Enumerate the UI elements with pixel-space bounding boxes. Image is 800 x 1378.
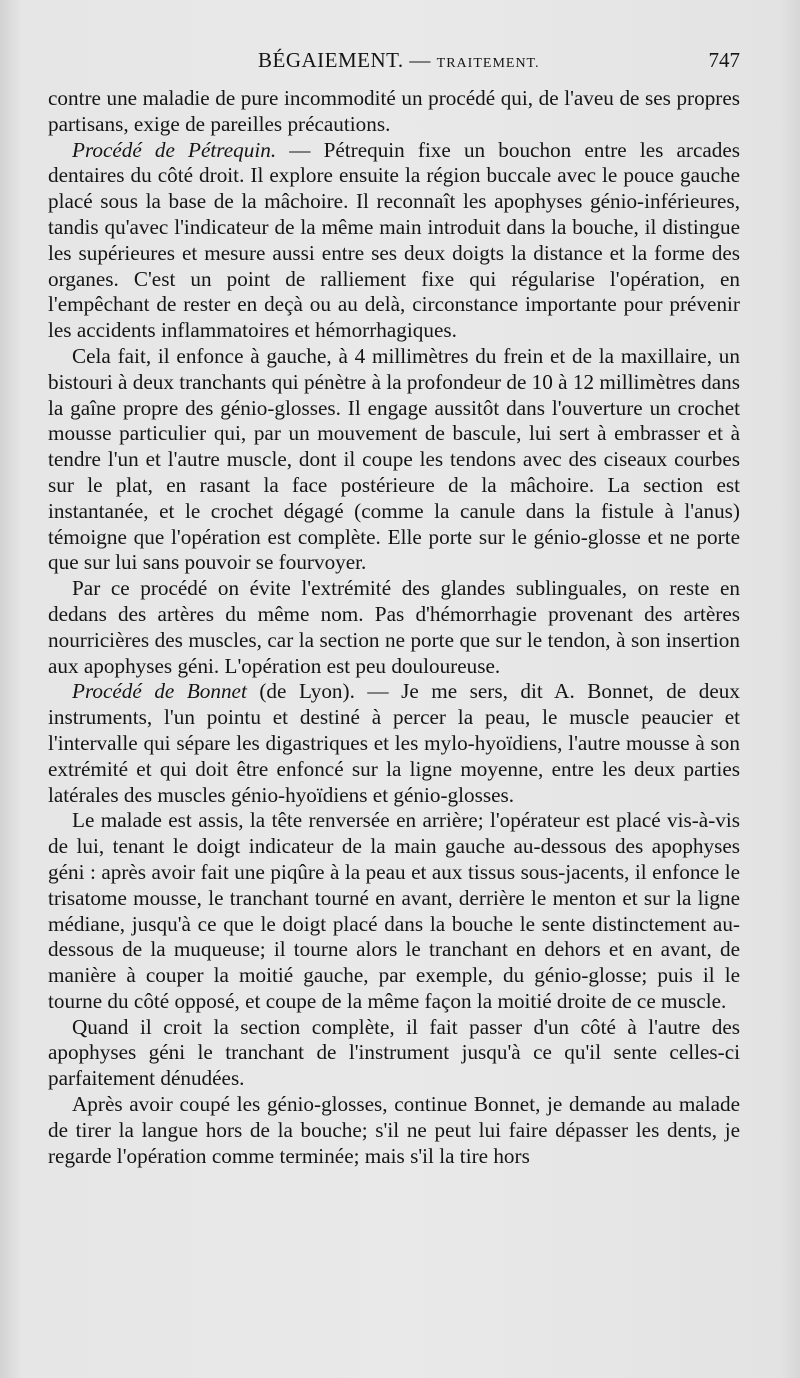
paragraph (48, 679, 740, 808)
header-dash: — (403, 48, 437, 72)
paragraph-lead: Procédé de Bonnet (72, 679, 247, 704)
paragraph-lead: Procédé de Pétrequin. (72, 137, 277, 162)
paragraph (48, 138, 740, 344)
paragraph (48, 576, 740, 679)
paragraph (48, 1015, 740, 1092)
paragraph-text: Le malade est assis, la tête renversée en arrière; l'opérateur est placé vis-à-vis de lui, tenant le doigt indicateur de la main gauche au-dessous des apophyses géni : après avoir fait une piqûre à la peau et aux tissus sous-jacents, il enfonce le trisatome mousse, le tranchant tourné en avant, derrière le menton et sur la ligne médiane, jusqu'à ce que le doigt placé dans la bouche le sente distinctement au-dessous de la muqueuse; il tourne alors le tranchant en dehors et en avant, de manière à couper la moitié gauche, par exemple, du génio-glosse; puis il le tourne du côté opposé, et coupe de la même façon la moitié droite de ce muscle. (48, 808, 740, 1013)
body-text (48, 86, 740, 1169)
header-title: BÉGAIEMENT. (258, 48, 404, 72)
paragraph (48, 1092, 740, 1169)
paragraph-text: (de Lyon). — Je me sers, dit A. Bonnet, de deux instruments, l'un pointu et destiné à percer la peau, le muscle peaucier et l'intervalle qui sépare les digastriques et les mylo-hyoïdiens, l'autre mousse à son extrémité et qui doit être enfoncé sur la ligne moyenne, entre les deux parties latérales des muscles génio-hyoïdiens et génio-glosses. (48, 679, 740, 807)
paragraph-text: contre une maladie de pure incommodité un procédé qui, de l'aveu de ses propres partisans, exige de pareilles précautions. (48, 86, 740, 136)
paragraph (48, 344, 740, 576)
paragraph (48, 808, 740, 1014)
running-header (48, 44, 740, 78)
paragraph-text: Cela fait, il enfonce à gauche, à 4 millimètres du frein et de la maxillaire, un bistouri à deux tranchants qui pénètre à la profondeur de 10 à 12 millimètres dans la gaîne propre des génio-glosses. Il engage aussitôt dans l'ouverture un crochet mousse particulier qui, par un mouvement de bascule, lui sert à embrasser et à tendre l'un et l'autre muscle, dont il coupe les tendons avec des ciseaux courbes sur le plat, en rasant la face postérieure de la mâchoire. La section est instantanée, et le crochet dégagé (comme la canule dans la fistule à l'anus) témoigne que l'opération est complète. Elle porte sur le génio-glosse et ne porte que sur lui sans pouvoir se fourvoyer. (48, 343, 740, 575)
paragraph-text: — Pétrequin fixe un bouchon entre les arcades dentaires du côté droit. Il explore ensuite la région buccale avec le pouce gauche placé sous la base de la mâchoire. Il reconnaît les apophyses génio-inférieures, tandis qu'avec l'indicateur de la même main introduit dans la bouche, il distingue les supérieures et mesure aussi entre ses deux doigts la distance et la forme des organes. C'est un point de ralliement fixe qui régularise l'opération, en l'empêchant de rester en deçà ou au delà, circonstance importante pour prévenir les accidents inflammatoires et hémorrhagiques. (48, 137, 741, 343)
paragraph-text: Après avoir coupé les génio-glosses, continue Bonnet, je demande au malade de tirer la langue hors de la bouche; s'il ne peut lui faire dépasser les dents, je regarde l'opération comme terminée; mais s'il la tire hors (48, 1092, 740, 1168)
header-section: TRAITEMENT. (436, 56, 540, 71)
page-number: 747 (708, 48, 740, 72)
running-title (258, 48, 540, 73)
paragraph-text: Par ce procédé on évite l'extrémité des glandes sublinguales, on reste en dedans des artères du même nom. Pas d'hémorrhagie provenant des artères nourricières des muscles, car la section ne porte que sur le tendon, à son insertion aux apophyses géni. L'opération est peu douloureuse. (48, 576, 740, 678)
paragraph-text: Quand il croit la section complète, il fait passer d'un côté à l'autre des apophyses géni le tranchant de l'instrument jusqu'à ce qu'il sente celles-ci parfaitement dénudées. (48, 1014, 740, 1091)
paragraph (48, 86, 740, 138)
